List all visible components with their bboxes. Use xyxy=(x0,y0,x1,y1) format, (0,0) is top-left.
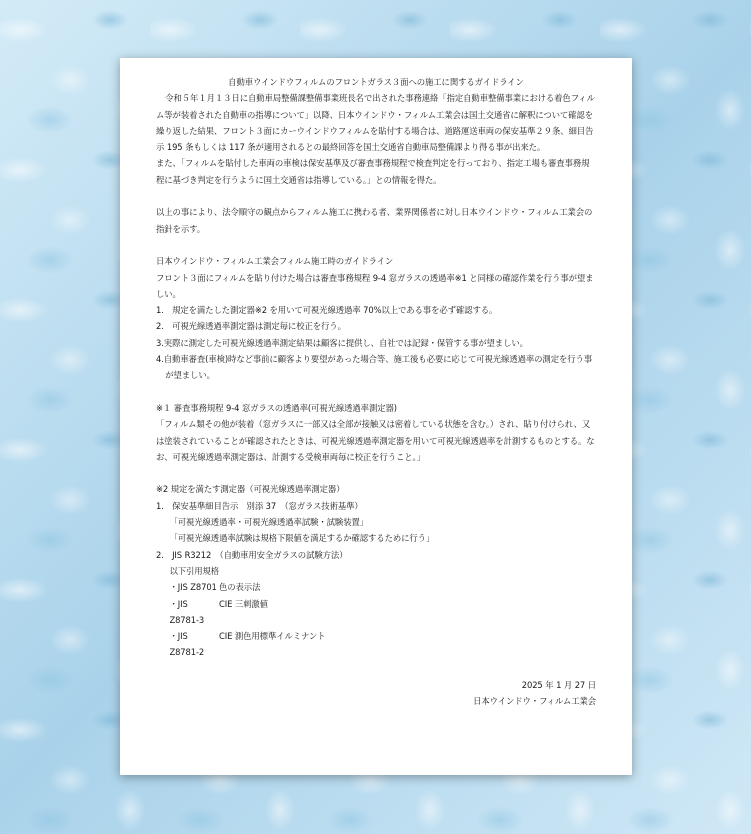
guideline-item: 2. 可視光線透過率測定器は測定毎に校正を行う。 xyxy=(156,321,346,332)
guideline-item: 3.実際に測定した可視光線透過率測定結果は顧客に提供し、自社では記録・保管する事が望ましい。 xyxy=(156,337,528,348)
note1-body: 「フィルム類その他が装着（窓ガラスに一部又は全部が接触又は密着している状態を含む。）され、貼り付けられ、又は塗装されていることが確認されたときは、可視光線透過率測定器を用いて可視光線透過率を計測するものとする。なお、可視光線透過率測定器は、計測する受検車両毎に校正を行うこと。」 xyxy=(156,419,595,462)
guideline-item: 4.自動車審査(車検)時など事前に顧客より要望があった場合等、施工後も必要に応じて可視光線透過率の測定を行う事が望ましい。 xyxy=(156,354,593,381)
intro-paragraph-2: また、「フィルムを貼付した車両の車検は保安基準及び審査事務規程で検査判定を行っており、指定工場も審査事務規程に基づき判定を行うように国土交通省は指導している。」との情報を得た。 xyxy=(156,158,590,185)
guideline-heading: 日本ウインドウ・フィルム工業会フィルム施工時のガイドライン xyxy=(156,256,394,267)
policy-paragraph: 以上の事により、法令順守の観点からフィルム施工に携わる者、業界関係者に対し日本ウインドウ・フィルム工業会の指針を示す。 xyxy=(156,207,593,234)
guideline-item: 1. 規定を満たした測定器※2 を用いて可視光線透過率 70%以上である事を必ず確認する。 xyxy=(156,305,498,316)
document-title: 自動車ウインドウフィルムのフロントガラス３面への施工に関するガイドライン xyxy=(228,77,524,87)
jis-name: 色の表示法 xyxy=(218,582,261,593)
note2-subitem: 「可視光線透過率試験は規格下限値を満足するか確認するために行う」 xyxy=(169,533,435,544)
jis-name: CIE 測色用標準イルミナント xyxy=(218,631,326,642)
jis-code: ・JIS Z8781-2 xyxy=(169,631,205,658)
note2-subitem: 以下引用規格 xyxy=(169,565,220,576)
jis-reference xyxy=(156,579,596,595)
document-sheet xyxy=(120,58,632,775)
intro-paragraph: 令和５年１月１３日に自動車局整備課整備事業班長名で出された事務連絡「指定自動車整備事業における着色フィルム等が装着された自動車の指導について」以降、日本ウインドウ・フィルム工業会は国土交通省に解釈について確認を繰り返した結果、フロント３面にカーウインドウフィルムを貼付する場合は、道路運送車両の保安基準２９条、細目告示 195 条もしくは 117 条が適用されるとの最終回答を国土交通省自動車局整備課より得る事が出来た。 xyxy=(156,93,595,153)
jis-reference xyxy=(156,628,596,661)
guideline-lead: フロント３面にフィルムを貼り付けた場合は審査事務規程 9-4 窓ガラスの透過率※1 と同様の確認作業を行う事が望ましい。 xyxy=(156,272,594,299)
document-date: 2025 年 1 月 27 日 xyxy=(521,679,596,690)
note2-heading: ※2 規定を満たす測定器（可視光線透過率測定器） xyxy=(156,484,345,495)
document-body xyxy=(156,74,596,710)
issuing-organization: 日本ウインドウ・フィルム工業会 xyxy=(473,696,596,707)
jis-code: ・JIS Z8781-3 xyxy=(169,598,205,625)
jis-code: ・JIS Z8701 xyxy=(169,582,217,593)
note2-item: 1. 保安基準細目告示 別添 37 （窓ガラス技術基準） xyxy=(156,500,363,511)
jis-reference xyxy=(156,596,596,629)
jis-name: CIE 三刺激値 xyxy=(218,598,268,609)
note2-item: 2. JIS R3212 （自動車用安全ガラスの試験方法） xyxy=(156,549,348,560)
note2-subitem: 「可視光線透過率・可視光線透過率試験・試験装置」 xyxy=(169,517,369,528)
note1-heading: ※１ 審査事務規程 9-4 窓ガラスの透過率(可視光線透過率測定器) xyxy=(156,402,397,413)
